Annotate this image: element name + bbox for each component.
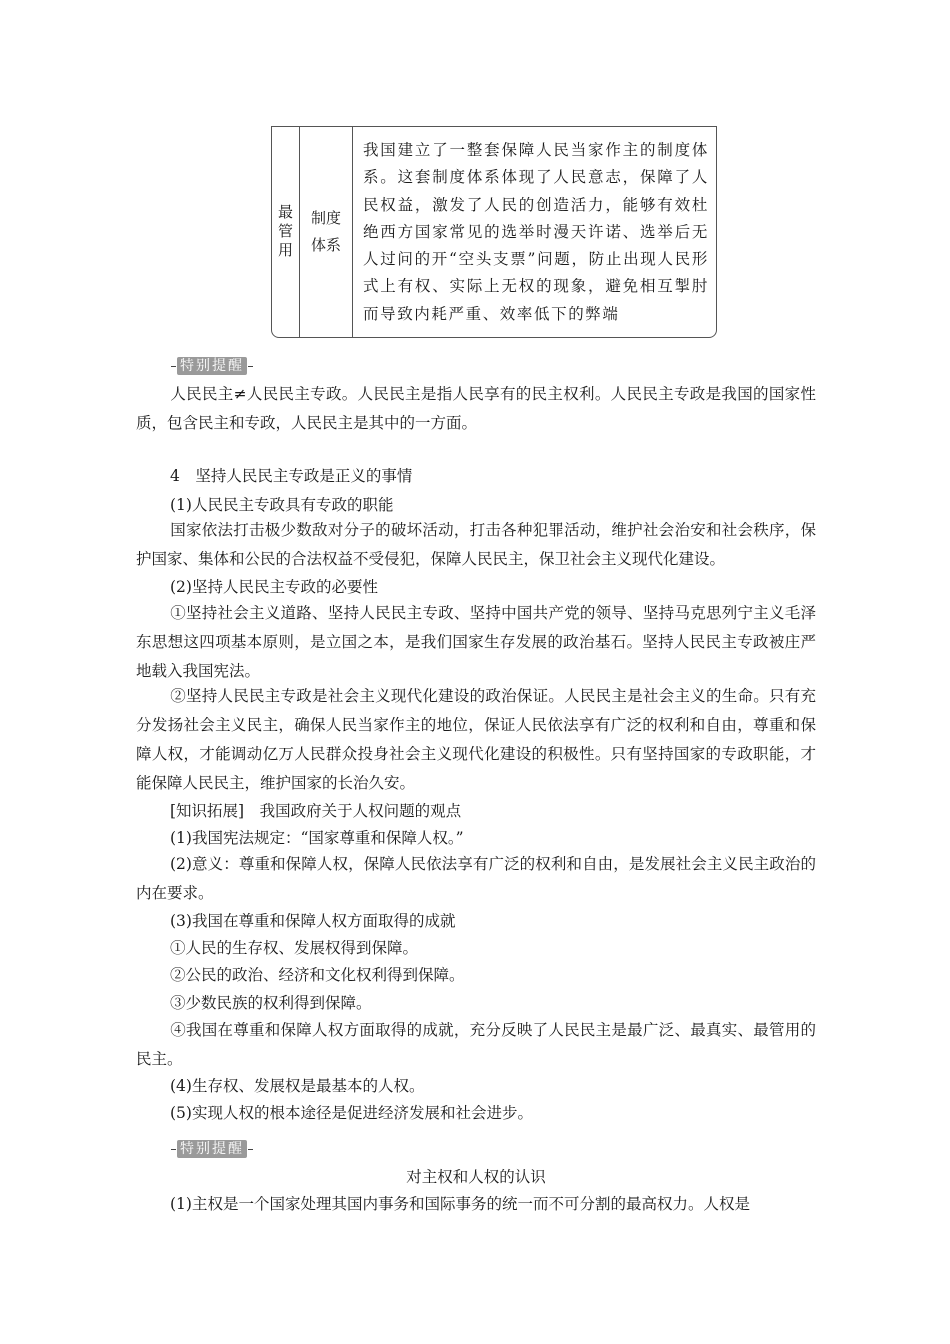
paragraph: 国家依法打击极少数敌对分子的破坏活动，打击各种犯罪活动，维护社会治安和社会秩序，保护国家、集体和公民的合法权益不受侵犯，保障人民民主，保卫社会主义现代化建设。 bbox=[136, 521, 816, 568]
extension-item: ③少数民族的权利得到保障。 bbox=[170, 994, 372, 1012]
tip-badge-label: 特别提醒 bbox=[177, 357, 247, 375]
extension-item: (4)生存权、发展权是最基本的人权。 bbox=[170, 1077, 425, 1095]
tip-badge bbox=[170, 356, 254, 376]
extension-item: ①人民的生存权、发展权得到保障。 bbox=[170, 939, 419, 957]
extension-item: (5)实现人权的根本途径是促进经济发展和社会进步。 bbox=[170, 1104, 533, 1122]
aspect-label-line2: 体系 bbox=[310, 236, 341, 254]
extension-title: [知识拓展] 我国政府关于人权问题的观点 bbox=[170, 802, 462, 820]
table-col-category bbox=[272, 127, 300, 337]
table-col-aspect bbox=[300, 127, 353, 337]
paragraph: ②坚持人民民主专政是社会主义现代化建设的政治保证。人民民主是社会主义的生命。只有充分发扬社会主义民主，确保人民当家作主的地位，保证人民依法享有广泛的权利和自由，尊重和保障人权，才能调动亿万人民群众投身社会主义现代化建设的积极性。只有坚持国家的专政职能，才能保障人民民主，维护国家的长治久安。 bbox=[136, 687, 816, 792]
paragraph: ①坚持社会主义道路、坚持人民民主专政、坚持中国共产党的领导、坚持马克思列宁主义毛泽东思想这四项基本原则，是立国之本，是我们国家生存发展的政治基石。坚持人民民主专政被庄严地载入我国宪法。 bbox=[136, 604, 816, 680]
tip-title: 对主权和人权的认识 bbox=[406, 1168, 546, 1186]
subsection-title: (2)坚持人民民主专政的必要性 bbox=[170, 578, 378, 596]
tip-badge-label: 特别提醒 bbox=[177, 1140, 247, 1158]
table-content-cell: 我国建立了一整套保障人民当家作主的制度体系。这套制度体系体现了人民意志，保障了人民权益，激发了人民的创造活力，能够有效杜绝西方国家常见的选举时漫天许诺、选举后无人过问的开“空头支票”问题，防止出现人民形式上有权、实际上无权的现象，避免相互掣肘而导致内耗严重、效率低下的弊端 bbox=[363, 141, 709, 323]
subsection-title: (1)人民民主专政具有专政的职能 bbox=[170, 496, 394, 514]
section-heading: 4 坚持人民民主专政是正义的事情 bbox=[170, 467, 413, 485]
aspect-label-line1: 制度 bbox=[310, 209, 341, 227]
extension-item: ②公民的政治、经济和文化权利得到保障。 bbox=[170, 966, 465, 984]
tip-paragraph: (1)主权是一个国家处理其国内事务和国际事务的统一而不可分割的最高权力。人权是 bbox=[170, 1195, 750, 1213]
extension-item: (1)我国宪法规定：“国家尊重和保障人权。” bbox=[170, 829, 464, 847]
tip-paragraph: 人民民主≠人民民主专政。人民民主是指人民享有的民主权利。人民民主专政是我国的国家性质，包含民主和专政，人民民主是其中的一方面。 bbox=[136, 385, 816, 432]
extension-item: ④我国在尊重和保障人权方面取得的成就，充分反映了人民民主是最广泛、最真实、最管用的民主。 bbox=[136, 1021, 816, 1068]
extension-item: (3)我国在尊重和保障人权方面取得的成就 bbox=[170, 912, 456, 930]
extension-item: (2)意义：尊重和保障人权，保障人民依法享有广泛的权利和自由，是发展社会主义民主政治的内在要求。 bbox=[136, 855, 816, 902]
tip-badge bbox=[170, 1139, 254, 1159]
content-table bbox=[271, 126, 717, 338]
category-label: 最管用 bbox=[277, 203, 293, 259]
